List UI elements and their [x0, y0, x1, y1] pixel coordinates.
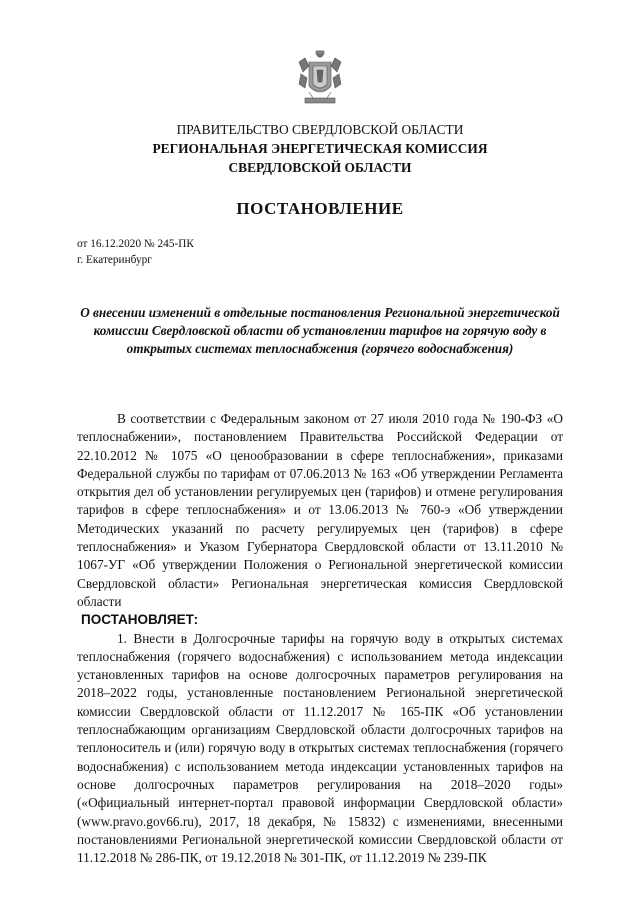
document-type: ПОСТАНОВЛЕНИЕ	[236, 199, 404, 218]
preamble-paragraph: В соответствии с Федеральным законом от 27 июля 2010 года № 190-ФЗ «О теплоснабжении», постановлением Правительства Российской Федерации от 22.10.2012 № 1075 «О ценообразовании в сфере теплоснабжения», приказами Федеральной службы по тарифам от 07.06.2013 № 163 «Об утверждении Регламента открытия дел об установлении регулируемых цен (тарифов) и отмене регулирования тарифов в сфере теплоснабжения» и от 13.06.2013 № 760-э «Об утверждении Методических указаний по расчету регулируемых цен (тарифов) в сфере теплоснабжения» и Указом Губернатора Свердловской области от 13.11.2010 № 1067-УГ «Об утверждении Положения о Региональной энергетической комиссии Свердловской области» Региональная энергетическая комиссия Свердловской области	[77, 411, 563, 609]
item-1-paragraph: 1. Внести в Долгосрочные тарифы на горячую воду в открытых системах теплоснабжения (горячего водоснабжения) с использованием метода индексации установленных тарифов на основе долгосрочных параметров регулирования на 2018–2022 годы, установленные постановлением Региональной энергетической комиссии Свердловской области от 11.12.2017 № 165-ПК «Об установлении теплоснабжающим организациям Свердловской области долгосрочных тарифов на теплоноситель и (или) горячую воду в открытых системах теплоснабжения (горячего водоснабжения) с использованием метода индексации установленных тарифов на основе долгосрочных параметров регулирования на 2018–2020 годы» («Официальный интернет-портал правовой информации Свердловской области» (www.pravo.gov66.ru), 2017, 18 декабря, № 15832) с изменениями, внесенными постановлениями Региональной энергетической комиссии Свердловской области от 11.12.2018 № 286-ПК, от 19.12.2018 № 301-ПК, от 11.12.2019 № 239-ПК	[77, 630, 563, 866]
coat-of-arms-icon	[295, 48, 345, 110]
document-title: О внесении изменений в отдельные постановления Региональной энергетической комиссии Свердловской области об установлении тарифов на горячую воду в открытых системах теплоснабжения (горячего водоснабжения)	[80, 305, 560, 356]
government-name: ПРАВИТЕЛЬСТВО СВЕРДЛОВСКОЙ ОБЛАСТИ	[176, 122, 464, 137]
document-date-number: от 16.12.2020 № 245-ПК	[77, 238, 194, 250]
document-city: г. Екатеринбург	[77, 254, 152, 266]
commission-name-line1: РЕГИОНАЛЬНАЯ ЭНЕРГЕТИЧЕСКАЯ КОМИССИЯ	[152, 141, 488, 156]
decree-heading: ПОСТАНОВЛЯЕТ:	[81, 612, 199, 628]
document-body	[77, 410, 563, 867]
commission-name-line2: СВЕРДЛОВСКОЙ ОБЛАСТИ	[228, 160, 412, 175]
